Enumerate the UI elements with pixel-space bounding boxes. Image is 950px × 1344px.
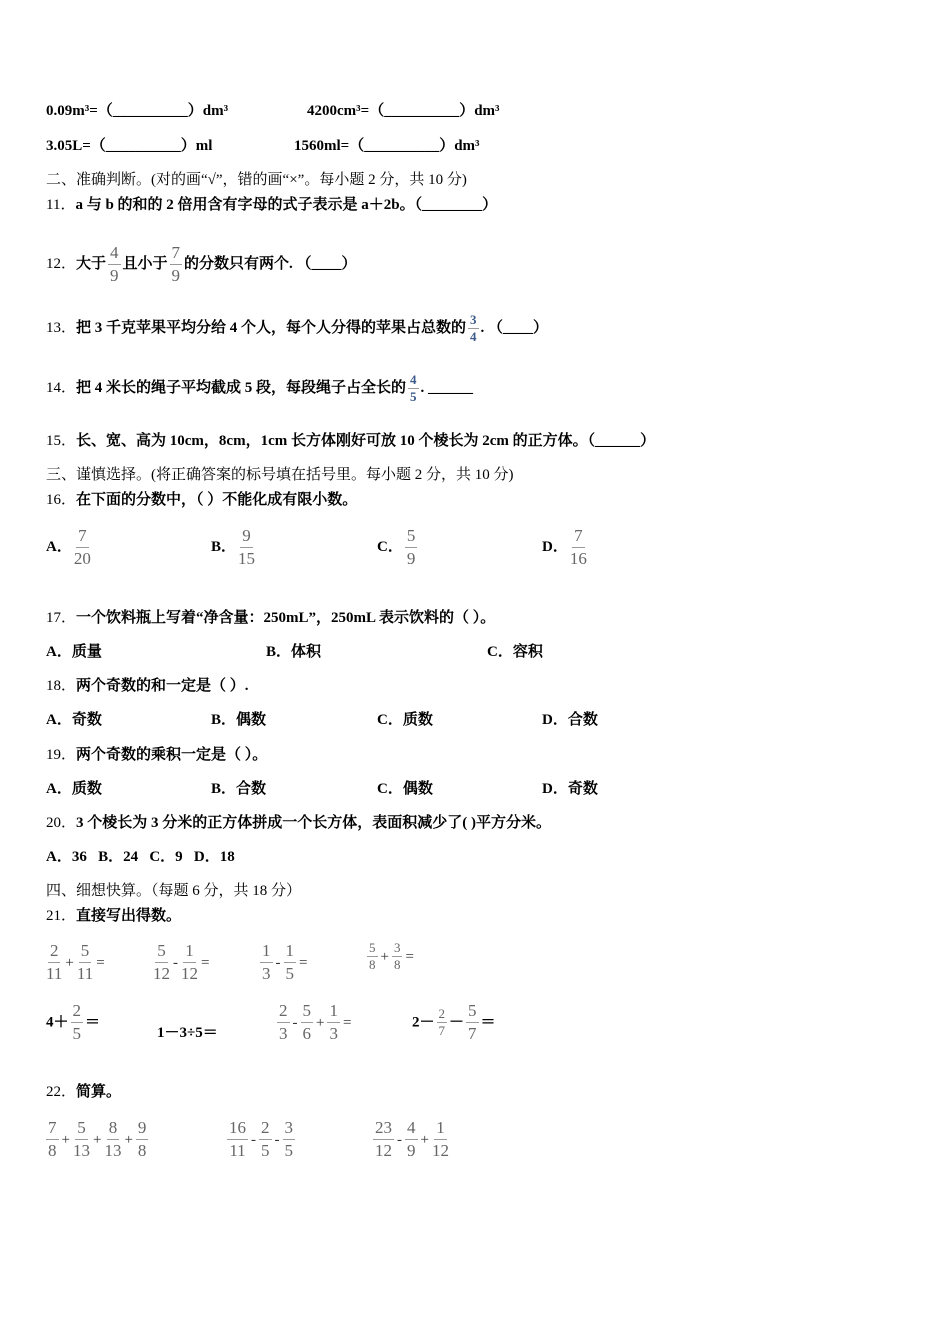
numerator: 9 (240, 525, 253, 548)
numerator: 7 (572, 525, 585, 548)
expr-21-4 (365, 940, 415, 973)
expr-21-1 (44, 940, 106, 985)
q-text: . ______ (420, 379, 474, 396)
numerator: 16 (227, 1117, 248, 1140)
denominator: 5 (284, 1141, 293, 1160)
q-number: 21． (46, 908, 77, 924)
numerator: 2 (277, 1000, 290, 1023)
fraction (136, 1117, 149, 1162)
q-text: 大于 (76, 255, 107, 272)
q-number: 16． (46, 492, 77, 508)
option-d: D．合数 (542, 712, 598, 728)
option-b: B．偶数 (211, 712, 267, 728)
fraction (73, 1117, 90, 1162)
fraction (468, 312, 479, 345)
fraction (301, 1000, 314, 1045)
fraction (259, 1117, 272, 1162)
expr-22-2 (225, 1117, 297, 1162)
expr-21-8 (412, 1000, 496, 1045)
q-number: 11． (46, 197, 76, 213)
operator: = (299, 954, 308, 971)
option-d: D．奇数 (542, 781, 598, 797)
denominator: 20 (73, 549, 91, 568)
denominator: 5 (261, 1141, 270, 1160)
option-c (377, 525, 419, 570)
expr-21-5 (46, 1000, 100, 1045)
numerator: 5 (369, 940, 376, 955)
denominator: 8 (393, 957, 401, 972)
numerator: 3 (283, 1117, 296, 1140)
question-21 (46, 906, 181, 926)
question-19 (46, 745, 267, 765)
denominator: 12 (375, 1141, 392, 1160)
denominator: 15 (238, 549, 256, 568)
numerator: 4 (108, 242, 121, 265)
denominator: 8 (48, 1141, 57, 1160)
numerator: 1 (327, 1000, 340, 1023)
fraction (260, 940, 273, 985)
fraction (367, 940, 378, 973)
option-c: C．偶数 (377, 781, 433, 797)
denominator: 9 (110, 266, 119, 285)
fraction (432, 1117, 449, 1162)
fraction (108, 242, 121, 287)
section-4-heading: 四、细想快算。（每题 6 分，共 18 分） (46, 883, 302, 899)
fraction (466, 1000, 479, 1045)
operator: - (292, 1014, 298, 1031)
denominator: 13 (72, 1141, 90, 1160)
operator: + (124, 1131, 133, 1148)
denominator: 3 (279, 1024, 288, 1043)
q-text: 把 4 米长的绳子平均截成 5 段，每段绳子占全长的 (76, 379, 407, 396)
q-text: 3 个棱长为 3 分米的正方体拼成一个长方体，表面积减少了( )平方分米。 (76, 815, 552, 831)
denominator: 5 (410, 389, 417, 404)
fraction (46, 940, 62, 985)
expr-21-3 (258, 940, 308, 985)
question-22 (46, 1082, 121, 1102)
question-13 (46, 312, 548, 345)
denominator: 9 (171, 266, 181, 285)
numerator: 9 (136, 1117, 149, 1140)
question-15 (46, 431, 655, 451)
numerator: 2 (259, 1117, 272, 1140)
section-3-heading: 三、谨慎选择。(将正确答案的标号填在括号里。每小题 2 分，共 10 分) (46, 467, 514, 483)
denominator: 3 (262, 964, 271, 983)
operator: - (173, 954, 178, 971)
numerator: 5 (155, 940, 168, 963)
question-17 (46, 608, 495, 628)
expr-22-1 (44, 1117, 150, 1162)
denominator: 8 (369, 957, 376, 972)
operator: ＝ (480, 1014, 496, 1031)
q-text: 的分数只有两个. （____） (184, 255, 357, 272)
fraction (277, 1000, 290, 1045)
fraction (283, 1117, 296, 1162)
numerator: 5 (301, 1000, 314, 1023)
conversion-4: 1560ml=（__________）dm³ (294, 138, 480, 154)
q-number: 14． (46, 379, 77, 396)
fraction (227, 1117, 248, 1162)
numerator: 1 (434, 1117, 447, 1140)
denominator: 8 (137, 1141, 147, 1160)
fraction (284, 940, 297, 985)
q-number: 20． (46, 815, 77, 831)
numerator: 8 (107, 1117, 120, 1140)
fraction (77, 940, 93, 985)
q-text: 在下面的分数中，（ ）不能化成有限小数。 (76, 492, 358, 508)
fraction (392, 940, 403, 973)
denominator: 7 (468, 1024, 477, 1043)
q-number: 17． (46, 610, 77, 626)
q-text: 两个奇数的和一定是（ ）. (76, 678, 249, 694)
question-14 (46, 372, 473, 405)
q-number: 13． (46, 319, 77, 336)
numerator: 1 (284, 940, 297, 963)
denominator: 12 (181, 964, 198, 983)
question-16 (46, 490, 357, 510)
operator: ＝ (85, 1014, 101, 1031)
q-number: 18． (46, 678, 77, 694)
options: A．36 B．24 C．9 D．18 (46, 849, 235, 865)
conversion-1: 0.09m³=（__________）dm³ (46, 103, 229, 119)
q-number: 19． (46, 747, 77, 763)
operator: + (380, 948, 389, 965)
numerator: 5 (79, 940, 92, 963)
operator: - (275, 954, 281, 971)
option-label: C． (377, 538, 403, 555)
q-text: 两个奇数的乘积一定是（ ）。 (76, 747, 268, 763)
numerator: 1 (260, 940, 273, 963)
operator: + (92, 1131, 102, 1148)
numerator: 7 (170, 242, 183, 265)
fraction (74, 525, 91, 570)
numerator: 3 (393, 940, 401, 955)
denominator: 9 (407, 1141, 416, 1160)
option-c: C．质数 (377, 712, 433, 728)
operator: = (342, 1014, 352, 1031)
operator: = (201, 954, 210, 971)
denominator: 5 (285, 964, 294, 983)
operator: = (405, 948, 414, 965)
fraction (104, 1117, 121, 1162)
denominator: 5 (72, 1024, 82, 1043)
option-label: B． (211, 538, 237, 555)
option-b (211, 525, 257, 570)
numerator: 7 (46, 1117, 59, 1140)
q-text: 一个饮料瓶上写着“净含量：250mL”，250mL 表示饮料的（ ）。 (76, 610, 496, 626)
section-2-heading: 二、准确判断。(对的画“√”，错的画“×”。每小题 2 分，共 10 分) (46, 172, 467, 188)
fraction (170, 242, 183, 287)
operator: = (96, 954, 105, 971)
q-text: 长、宽、高为 10cm，8cm，1cm 长方体刚好可放 10 个棱长为 2cm 的正方体。（______） (76, 433, 656, 449)
denominator: 7 (438, 1023, 446, 1038)
q-text: 直接写出得数。 (76, 908, 182, 924)
q-text: 简算。 (76, 1084, 122, 1100)
option-d (542, 525, 589, 570)
operator: + (61, 1131, 70, 1148)
denominator: 4 (470, 329, 477, 344)
q-text: 把 3 千克苹果平均分给 4 个人，每个人分得的苹果占总数的 (76, 319, 467, 336)
fraction (153, 940, 170, 985)
fraction (181, 940, 198, 985)
expr-21-2 (151, 940, 210, 985)
numerator: 2 (438, 1006, 446, 1021)
denominator: 12 (153, 964, 170, 983)
expr-21-7 (275, 1000, 352, 1045)
operator: + (65, 954, 74, 971)
option-label: D． (542, 538, 568, 555)
fraction (46, 1117, 59, 1162)
operator: - (397, 1131, 402, 1148)
numerator: 7 (76, 525, 89, 548)
operator: - (274, 1131, 280, 1148)
expr-21-6: 1－3÷5＝ (157, 1025, 218, 1041)
option-label: A． (46, 538, 72, 555)
denominator: 6 (302, 1024, 311, 1043)
numerator: 5 (75, 1117, 88, 1140)
option-c: C．容积 (487, 644, 543, 660)
numerator: 5 (405, 525, 418, 548)
option-a: A．质数 (46, 781, 102, 797)
numerator: 2 (71, 1000, 84, 1023)
option-a: A．奇数 (46, 712, 102, 728)
fraction (238, 525, 255, 570)
numerator: 4 (405, 1117, 418, 1140)
fraction (405, 1117, 418, 1162)
operator: - (251, 1131, 256, 1148)
q-text: 且小于 (122, 255, 168, 272)
numerator: 4 (410, 372, 417, 387)
fraction (437, 1006, 448, 1039)
fraction (570, 525, 587, 570)
denominator: 11 (229, 1141, 246, 1160)
fraction (405, 525, 418, 570)
denominator: 3 (329, 1024, 338, 1043)
denominator: 9 (406, 549, 416, 568)
numerator: 5 (466, 1000, 479, 1023)
denominator: 16 (569, 549, 587, 568)
q-number: 15． (46, 433, 77, 449)
denominator: 11 (76, 964, 94, 983)
q-number: 12． (46, 255, 77, 272)
operator: － (449, 1014, 465, 1031)
operator: + (316, 1014, 325, 1031)
q-number: 22． (46, 1084, 77, 1100)
question-12 (46, 242, 357, 287)
question-20 (46, 813, 551, 833)
numerator: 23 (373, 1117, 394, 1140)
operator: 4＋ (46, 1014, 69, 1031)
option-a: A．质量 (46, 644, 102, 660)
denominator: 13 (104, 1141, 122, 1160)
fraction (71, 1000, 84, 1045)
conversion-2: 4200cm³=（__________）dm³ (307, 103, 500, 119)
option-a (46, 525, 93, 570)
numerator: 1 (183, 940, 196, 963)
numerator: 3 (470, 312, 477, 327)
conversion-3: 3.05L=（__________）ml (46, 138, 213, 154)
operator: + (420, 1131, 429, 1148)
fraction (327, 1000, 340, 1045)
q-text: a 与 b 的和的 2 倍用含有字母的式子表示是 a＋2b。（________） (75, 197, 498, 213)
question-18 (46, 676, 249, 696)
question-11 (46, 195, 497, 215)
numerator: 2 (48, 940, 61, 963)
fraction (373, 1117, 394, 1162)
q-text: . （____） (480, 319, 549, 336)
denominator: 11 (46, 964, 63, 983)
expr-22-3 (371, 1117, 451, 1162)
denominator: 12 (431, 1141, 449, 1160)
fraction (408, 372, 419, 405)
operator: 2－ (412, 1014, 435, 1031)
option-b: B．体积 (266, 644, 322, 660)
option-b: B．合数 (211, 781, 267, 797)
